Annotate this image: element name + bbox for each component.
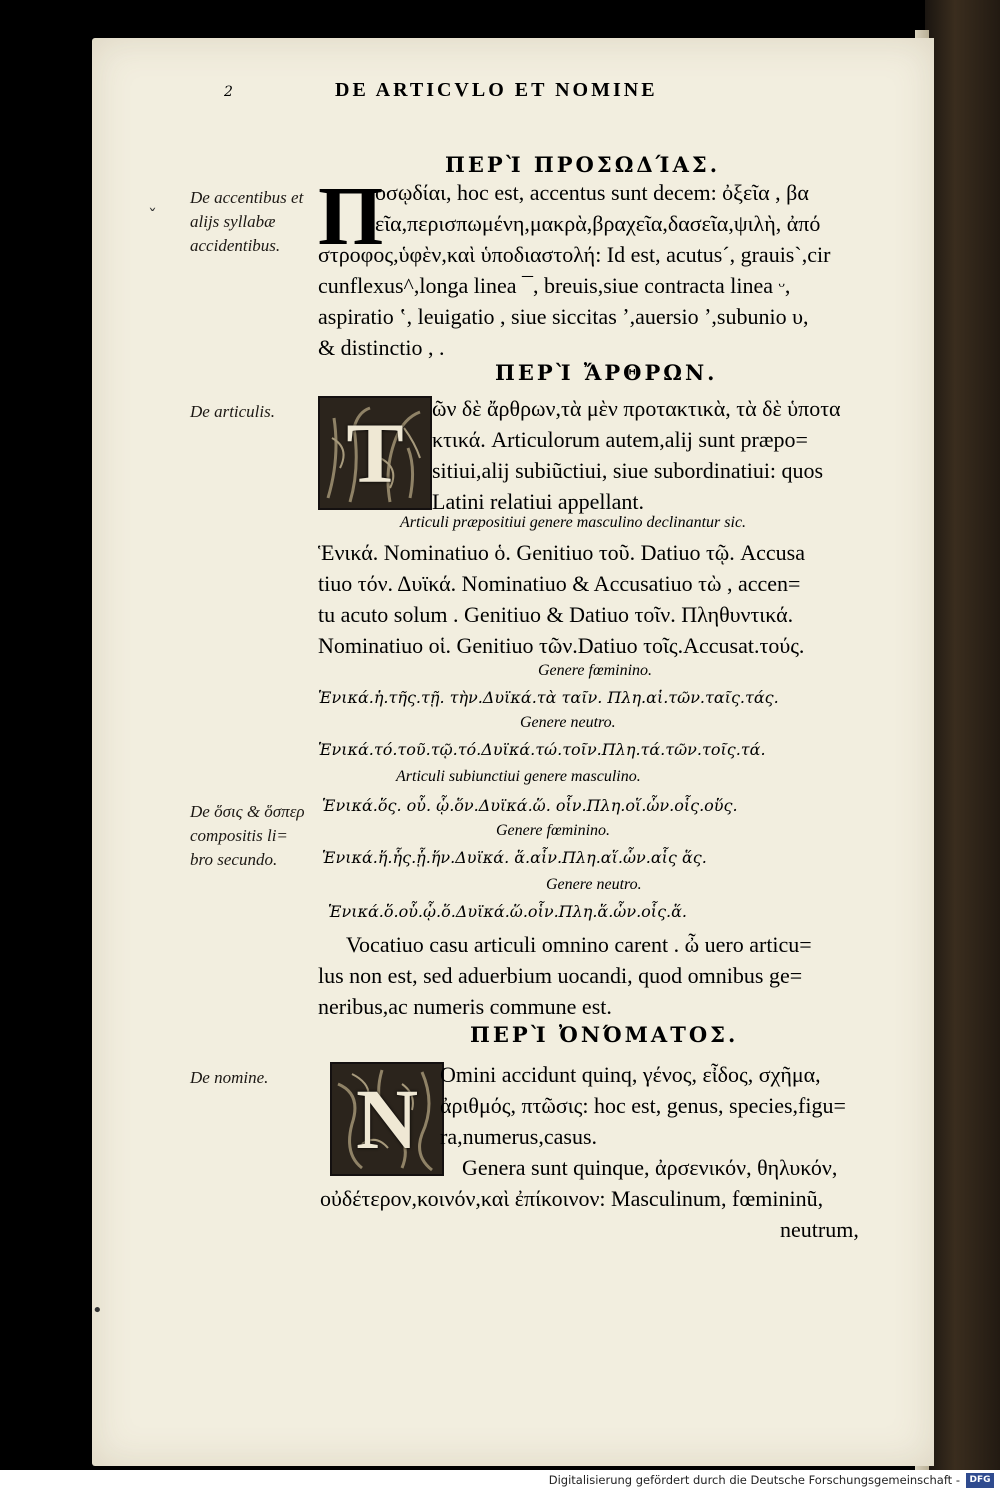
subhead-subiunct-foeminino: Genere fœminino.	[496, 822, 611, 839]
masc-line-2: tiuo τόν. Δυϊκά. Nominatiuo & Accusatiuo τὼ , accen=	[318, 571, 801, 596]
subhead-foeminino: Genere fœminino.	[538, 662, 653, 679]
prosodia-line-2: ρεῖα,περισπωμένη,μακρὰ,βραχεῖα,δασεῖα,ψιλὴ, ἀπό	[364, 211, 821, 236]
masc-line-4: Nominatiuo οἱ. Genitiuo τῶν.Datiuo τοῖς.Accusat.τούς.	[318, 633, 805, 658]
page-number: 2	[224, 84, 233, 100]
prosodia-line-3: στροφος,ὑφὲν,καὶ ὑποδιαστολή: Id est, acutus´, grauis`,cir	[318, 242, 831, 267]
onomatos-line-5: οὐδέτερον,κοινόν,καὶ ἐπίκοινον: Masculinum, fœmininũ,	[320, 1186, 824, 1211]
vocatiuo-line-2: lus non est, sed aduerbium uocandi, quod omnibus ge=	[318, 963, 803, 988]
dfg-logo-icon: DFG	[966, 1473, 994, 1488]
vocatiuo-line-1: Vocatiuo casu articuli omnino carent . ὦ uero articu=	[346, 932, 812, 957]
arthron-line-4: Latini relatiui appellant.	[432, 489, 644, 514]
onomatos-line-6: neutrum,	[780, 1217, 859, 1242]
heading-arthron: ΠΕΡῚ ἌΡΘΡΩΝ.	[495, 360, 718, 385]
prosodia-line-5: aspiratio ʽ, leuigatio , siue siccitas ʼ,auersio ʼ,subunio υ,	[318, 304, 809, 329]
masc-line-1: Ἑνικά. Nominatiuo ὁ. Genitiuο τοῦ. Datiuo τῷ. Accusa	[318, 540, 806, 565]
dropcap-pi: Π	[318, 170, 384, 263]
arthron-line-3: sitiui,alij subiũctiui, siue subordinatiui: quos	[432, 458, 824, 483]
prosodia-line-6: & distinctio , .	[318, 335, 445, 360]
onomatos-line-3: ra,numerus,casus.	[440, 1124, 598, 1149]
arthron-line-1: ῶν δὲ ἄρθρων,τὰ μὲν προτακτικὰ, τὰ δὲ ὑποτα	[432, 396, 841, 421]
neut-declension: Ἑνικά.τό.τοῦ.τῷ.τό.Δυϊκά.τώ.τοῖν.Πλη.τά.τῶν.τοῖς.τά.	[318, 740, 766, 759]
margin-note-accentibus: De accentibus et alijs syllabæ accidentibus.	[190, 188, 304, 255]
footer-bar	[0, 1470, 1000, 1493]
dropcap-n: N	[355, 1071, 419, 1167]
onomatos-line-4: Genera sunt quinque, ἀρσενικόν, θηλυκόν,	[462, 1155, 838, 1180]
subhead-subiunctiui: Articuli subiunctiui genere masculino.	[396, 768, 641, 785]
margin-mark: ˇ	[148, 206, 157, 227]
book-spine	[925, 0, 1000, 1470]
woodcut-initial-t	[318, 396, 432, 510]
dropcap-t: T	[346, 405, 404, 501]
subiunct-masc-declension: Ἑνικά.ὅς. οὗ. ᾧ.ὅν.Δυϊκά.ὥ. οἷν.Πλη.οἵ.ὧν.οἷς.οὕς.	[322, 796, 738, 815]
footer-credit: Digitalisierung gefördert durch die Deutsche Forschungsgemeinschaft -	[548, 1473, 960, 1487]
vocatiuo-line-3: neribus,ac numeris commune est.	[318, 994, 612, 1019]
subhead-neutro: Genere neutro.	[520, 714, 616, 731]
onomatos-line-2: ἀριθμός, πτῶσις: hoc est, genus, species,figu=	[440, 1093, 846, 1118]
heading-prosodia: ΠΕΡῚ ΠΡΟΣΩΔΊΑΣ.	[445, 152, 721, 177]
margin-note-osis: De ὅσις & ὅσπερ compositis li= bro secundo.	[190, 802, 305, 869]
running-head: DE ARTICVLO ET NOMINE	[335, 79, 658, 101]
margin-note-articulis: De articulis.	[190, 402, 275, 421]
woodcut-initial-n	[330, 1062, 444, 1176]
heading-onomatos: ΠΕΡῚ ὈΝΌΜΑΤΟΣ.	[470, 1022, 739, 1047]
onomatos-line-1: Omini accidunt quinq, γένος, εἶδος, σχῆμα,	[440, 1062, 821, 1087]
subiunct-fem-declension: Ἑνικά.ἥ.ἧς.ᾗ.ἥν.Δυϊκά. ἅ.αἷν.Πλη.αἵ.ὧν.αἷς ἅς.	[322, 848, 707, 867]
page-mark: •	[92, 1300, 103, 1321]
prosodia-line-4: cunflexus^,longa linea ¯, breuis,siue contracta linea ᵕ,	[318, 273, 791, 298]
subhead-subiunct-neutro: Genere neutro.	[546, 876, 642, 893]
prosodia-line-1: ροσῳδίαι, hoc est, accentus sunt decem: ὀξεῖα , βα	[364, 180, 809, 205]
fem-declension: Ἑνικά.ἡ.τῆς.τῇ. τὴν.Δυϊκά.τὰ ταῖν. Πλη.αἱ.τῶν.ταῖς.τάς.	[318, 688, 779, 707]
subiunct-neut-declension: Ἑνικά.ὅ.οὗ.ᾧ.ὅ.Δυϊκά.ὥ.οἷν.Πλη.ἅ.ὧν.οἷς.ἅ.	[328, 902, 688, 921]
masc-line-3: tu acuto solum . Genitiuo & Datiuo τοῖν. Πληθυντικά.	[318, 602, 794, 627]
subhead-praepositiui: Articuli præpositiui genere masculino declinantur sic.	[400, 514, 747, 531]
arthron-line-2: κτικά. Articulorum autem,alij sunt præpo=	[432, 427, 808, 452]
margin-note-nomine: De nomine.	[190, 1068, 269, 1087]
